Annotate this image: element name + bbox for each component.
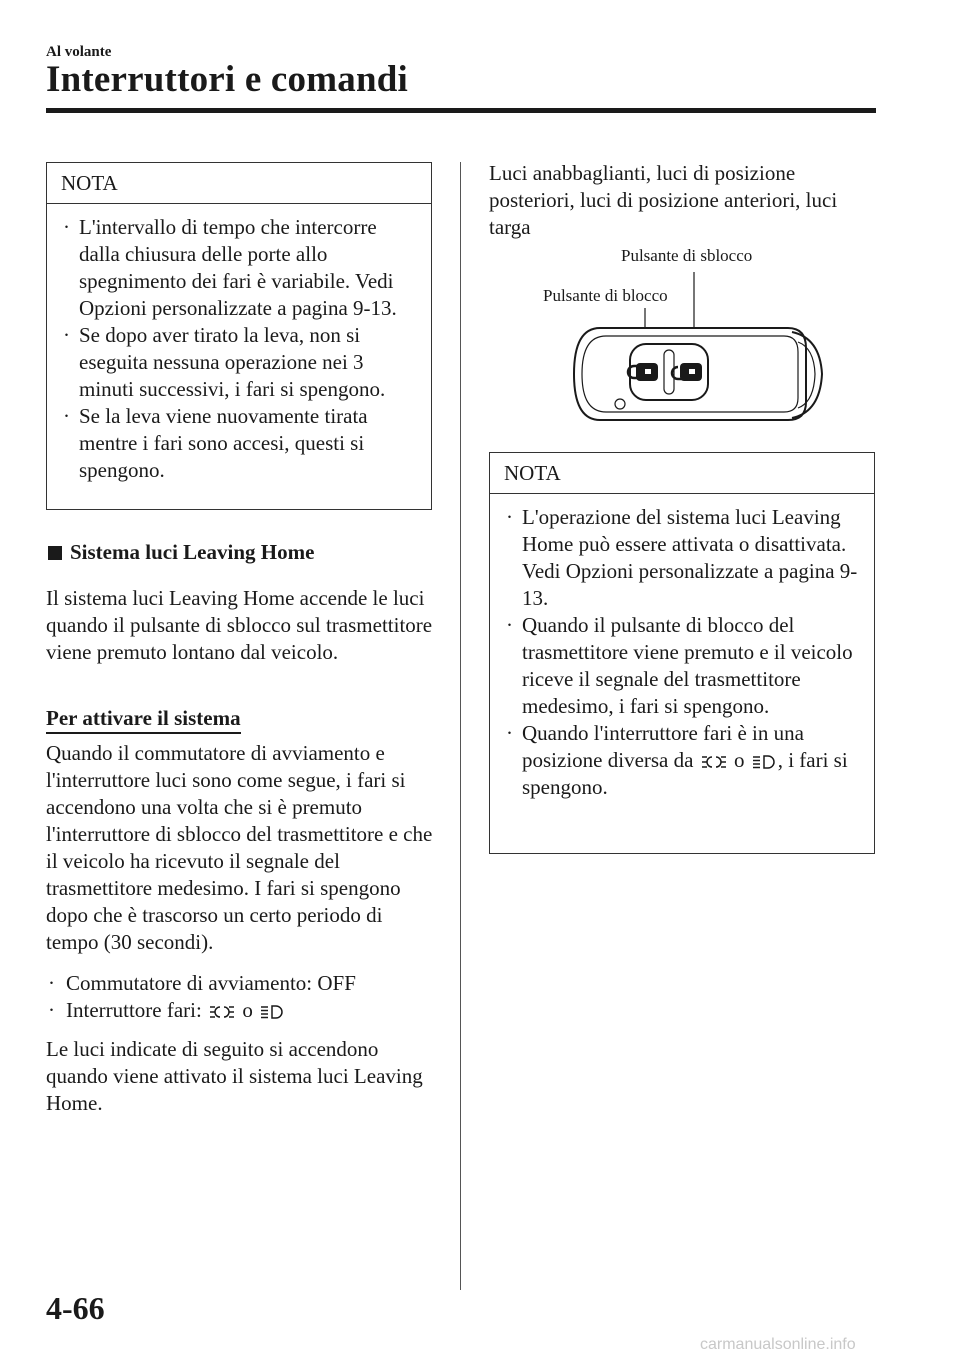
condition-lights-label: Interruttore fari: (66, 998, 202, 1022)
nota-item (61, 322, 421, 403)
nota-item-text: Se la leva viene nuovamente tirata mentre i fari sono accesi, questi si spengono. (79, 404, 368, 482)
nota-item-text: L'intervallo di tempo che intercorre dalla chiusura delle porte allo spegnimento dei fari è variabile. Vedi Opzioni personalizzate a pagina 9-13. (79, 215, 397, 320)
heading-marker (48, 546, 62, 560)
bullet-icon: · (63, 323, 70, 347)
sub-heading: Per attivare il sistema (46, 705, 241, 734)
condition-ignition: Commutatore di avviamento: OFF (66, 971, 356, 995)
nota-item-text: L'operazione del sistema luci Leaving Home può essere attivata o disattivata. Vedi Opzioni personalizzate a pagina 9-13. (522, 505, 858, 610)
nota-item (504, 504, 864, 612)
nota-item (504, 612, 864, 720)
watermark: carmanualsonline.info (700, 1336, 856, 1353)
or-word: o (733, 748, 745, 772)
bullet-icon: · (63, 404, 70, 428)
condition-list (46, 970, 356, 1024)
nota-item-text: Se dopo aver tirato la leva, non si eseguita nessuna operazione nei 3 minuti successivi, i fari si spengono. (79, 323, 386, 401)
unlock-button-label: Pulsante di sblocco (621, 246, 753, 265)
nota-item (504, 720, 864, 801)
nota-list (47, 204, 431, 494)
nota-list (490, 494, 874, 811)
parking-light-icon (209, 1004, 235, 1020)
activation-paragraph: Quando il commutatore di avviamento e l'interruttore luci sono come segue, i fari si accendono una volta che si è premuto l'interruttore di sblocco del trasmettitore e che il veicolo ha ricevuto il segnale del trasmettitore medesimo. I fari si spengono dopo che è trascorso un certo periodo di tempo (30 secondi). (46, 741, 433, 954)
or-word: o (242, 998, 253, 1022)
key-transmitter-illustration (560, 262, 830, 432)
section-label: Al volante (46, 44, 112, 60)
nota-item (61, 214, 421, 322)
lock-button-label: Pulsante di blocco (543, 286, 668, 305)
nota-title: NOTA (490, 453, 874, 494)
page-title: Interruttori e comandi (46, 59, 408, 100)
condition-item (46, 970, 356, 997)
nota-item-text: Quando il pulsante di blocco del trasmettitore viene premuto e il veicolo riceve il segnale del trasmettitore medesimo, i fari si spengono. (522, 613, 853, 718)
bullet-icon: · (506, 505, 513, 529)
bullet-icon: · (48, 998, 55, 1022)
condition-item (46, 997, 356, 1024)
column-divider (460, 162, 461, 1290)
bullet-icon: · (506, 613, 513, 637)
nota-item (61, 403, 421, 484)
lights-paragraph: Luci anabbaglianti, luci di posizione posteriori, luci di posizione anteriori, luci targa (489, 161, 838, 239)
headlight-icon (752, 754, 776, 770)
header-rule (46, 108, 876, 113)
nota-box-right (489, 452, 875, 854)
nota-box-left (46, 162, 432, 510)
intro-paragraph: Il sistema luci Leaving Home accende le luci quando il pulsante di sblocco sul trasmettitore viene premuto lontano dal veicolo. (46, 586, 433, 664)
section-heading: Sistema luci Leaving Home (70, 540, 315, 564)
nota-item-text: Quando l'interruttore fari è in una posizione diversa da (522, 721, 804, 772)
bullet-icon: · (48, 971, 55, 995)
parking-light-icon (701, 754, 727, 770)
closing-paragraph: Le luci indicate di seguito si accendono quando viene attivato il sistema luci Leaving Home. (46, 1037, 423, 1115)
page-number: 4-66 (46, 1290, 105, 1326)
bullet-icon: · (506, 721, 513, 745)
nota-item-text: , i fari si spengono. (522, 748, 848, 799)
headlight-icon (260, 1004, 284, 1020)
bullet-icon: · (63, 215, 70, 239)
nota-title: NOTA (47, 163, 431, 204)
